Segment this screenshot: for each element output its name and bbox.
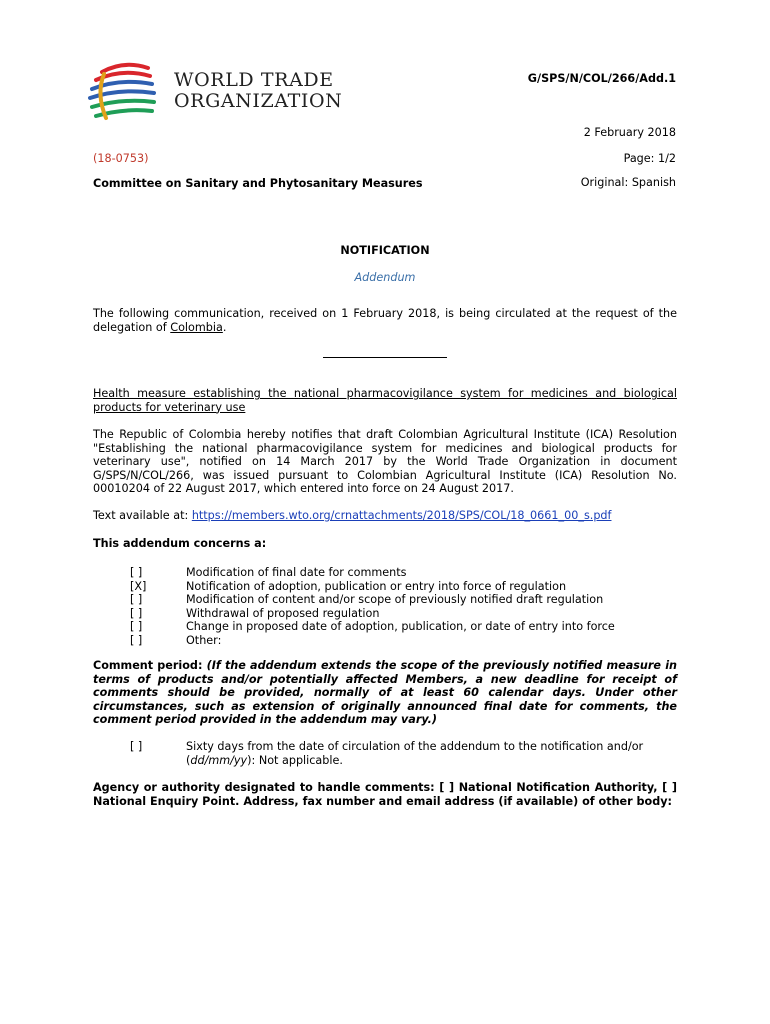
wto-logo-icon [84, 58, 166, 128]
comment-period-label: Comment period: [93, 659, 207, 672]
comment-period-text: (If the addendum extends the scope of the previously notified measure in terms of products and/or potentially affected Members, a new deadline for receipt of comments should be provided, normally of at least 60 calendar days. Under other circumstances, such as extension of originally announced final date for comments, the comment period provided in the addendum may vary.) [93, 659, 677, 726]
text-available [93, 509, 611, 522]
org-name [174, 70, 342, 112]
concerns-heading: This addendum concerns a: [93, 537, 267, 550]
concern-label: Change in proposed date of adoption, publication, or date of entry into force [186, 620, 615, 633]
concern-item [93, 593, 677, 607]
org-name-line1: WORLD TRADE [174, 69, 334, 91]
sixty-days-after: ): Not applicable. [247, 753, 343, 767]
comment-period [93, 659, 677, 727]
concern-item [93, 580, 677, 594]
addendum-subtitle: Addendum [354, 271, 416, 284]
sixty-days-text [186, 740, 677, 767]
org-name-line2: ORGANIZATION [174, 90, 343, 112]
doc-number: (18-0753) [93, 152, 149, 165]
notification-title: NOTIFICATION [340, 244, 430, 257]
separator-rule [323, 357, 447, 358]
text-available-label: Text available at: [93, 509, 192, 522]
concern-checkbox[interactable]: [ ] [130, 620, 143, 633]
original-language: Original: Spanish [580, 176, 676, 189]
wto-logo [84, 58, 344, 128]
concern-checkbox[interactable]: [ ] [130, 633, 143, 647]
concern-item [93, 634, 677, 648]
agency-paragraph: Agency or authority designated to handle comments: [ ] National Notification Authority, [ ] National Enquiry Point. Address, fax number and email address (if available) of other body: [93, 781, 677, 808]
concern-item [93, 620, 677, 634]
intro-paragraph [93, 307, 677, 334]
committee-name: Committee on Sanitary and Phytosanitary Measures [93, 177, 423, 190]
intro-text: The following communication, received on 1 February 2018, is being circulated at the request of the delegation of [93, 307, 677, 334]
concern-label: Notification of adoption, publication or entry into force of regulation [186, 579, 567, 593]
concern-label: Other: [186, 633, 222, 647]
sixty-days-date-format: dd/mm/yy [190, 753, 248, 767]
doc-date: 2 February 2018 [583, 126, 676, 139]
concern-label: Withdrawal of proposed regulation [186, 606, 380, 620]
concern-item [93, 566, 677, 580]
text-available-link[interactable]: https://members.wto.org/crnattachments/2018/SPS/COL/18_0661_00_s.pdf [191, 509, 612, 522]
body-paragraph: The Republic of Colombia hereby notifies that draft Colombian Agricultural Institute (ICA) Resolution "Establishing the national pharmacovigilance system for medicines and biological products for veterinary use", notified on 14 March 2017 by the World Trade Organization in document G/SPS/N/COL/266, was issued pursuant to Colombian Agricultural Institute (ICA) Resolution No. 00010204 of 22 August 2017, which entered into force on 24 August 2017. [93, 428, 677, 495]
concern-checkbox[interactable]: [X] [130, 579, 147, 593]
concern-label: Modification of content and/or scope of previously notified draft regulation [186, 593, 604, 606]
doc-symbol: G/SPS/N/COL/266/Add.1 [527, 72, 676, 85]
page-indicator: Page: 1/2 [623, 152, 676, 165]
concern-checkbox[interactable]: [ ] [130, 606, 143, 620]
sixty-days-before: Sixty days from the date of circulation of the addendum to the notification and/or ( [186, 740, 644, 767]
concern-label: Modification of final date for comments [186, 566, 407, 579]
concerns-list [93, 566, 677, 647]
intro-country: Colombia [170, 320, 223, 334]
measure-title: Health measure establishing the national pharmacovigilance system for medicines and biological products for veterinary use [93, 387, 677, 414]
intro-end: . [222, 320, 227, 334]
concern-item [93, 607, 677, 621]
concern-checkbox[interactable]: [ ] [130, 593, 143, 606]
concern-checkbox[interactable]: [ ] [130, 566, 143, 579]
sixty-days-checkbox[interactable]: [ ] [130, 740, 143, 753]
